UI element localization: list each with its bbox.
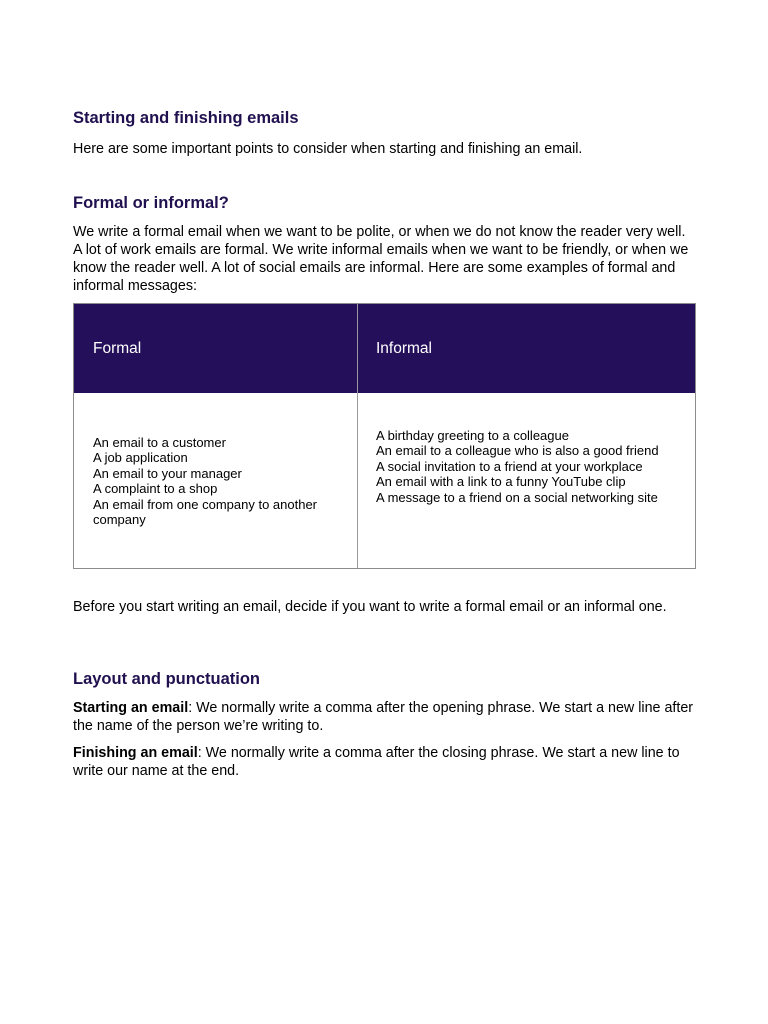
- list-item: An email with a link to a funny YouTube clip: [376, 474, 626, 490]
- finishing-email-label: Finishing an email: [73, 745, 198, 761]
- section-heading-layout-punctuation: Layout and punctuation: [73, 670, 260, 688]
- list-item: An email to your manager: [93, 465, 242, 481]
- formal-informal-table: [73, 303, 696, 569]
- list-item: An email from one company to another company: [93, 496, 318, 528]
- table-column-divider: [357, 304, 358, 568]
- list-item: An email to a colleague who is also a good friend: [376, 443, 659, 459]
- table-header-informal: Informal: [376, 340, 432, 357]
- starting-email-text: : We normally write a comma after the opening phrase. We start a new line after the name of the person we’re writing to.: [73, 700, 694, 734]
- finishing-email-text: : We normally write a comma after the closing phrase. We start a new line to write our name at the end.: [73, 745, 680, 779]
- table-header-formal: Formal: [93, 340, 142, 357]
- intro-paragraph: Here are some important points to consider when starting and finishing an email.: [73, 141, 583, 157]
- list-item: An email to a customer: [93, 435, 226, 450]
- list-item: A message to a friend on a social networking site: [376, 489, 658, 505]
- list-item: A complaint to a shop: [93, 481, 218, 497]
- finishing-email-paragraph: [73, 744, 696, 780]
- starting-email-paragraph: [73, 699, 696, 735]
- list-item: A birthday greeting to a colleague: [376, 428, 569, 443]
- section-heading-formal-informal: Formal or informal?: [73, 194, 229, 212]
- starting-email-label: Starting an email: [73, 700, 189, 716]
- before-you-start-paragraph: Before you start writing an email, decide if you want to write a formal email or an informal one.: [73, 599, 667, 615]
- section-heading-starting-finishing: Starting and finishing emails: [73, 109, 299, 127]
- list-item: A social invitation to a friend at your workplace: [376, 458, 643, 474]
- formal-informal-paragraph: We write a formal email when we want to be polite, or when we do not know the reader very well. A lot of work emails are formal. We write informal emails when we want to be friendly, or when we know the reader well. A lot of social emails are informal. Here are some examples of formal and informal messages:: [73, 224, 689, 294]
- formal-examples-list: [93, 435, 343, 527]
- list-item: A job application: [93, 450, 188, 466]
- informal-examples-list: [376, 428, 676, 505]
